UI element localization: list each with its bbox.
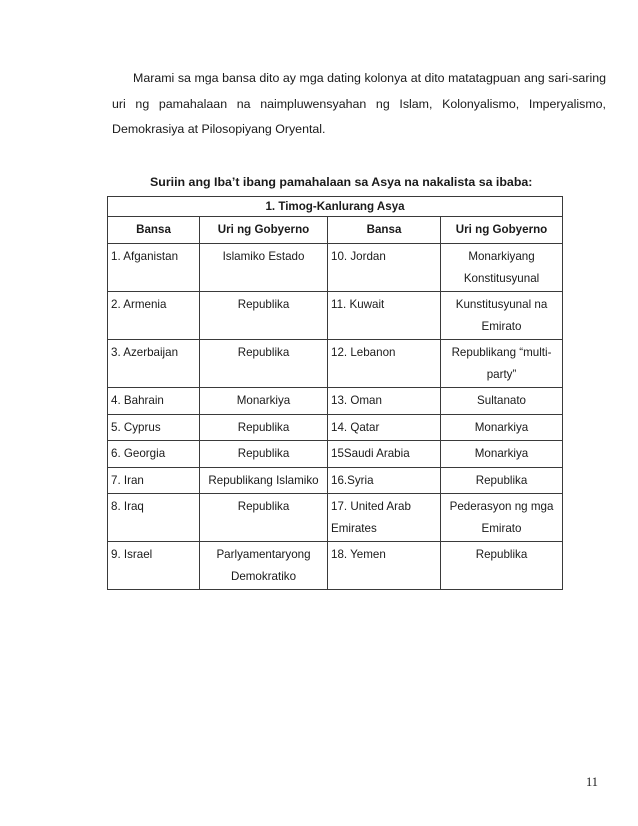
government-cell: Republika [200, 292, 328, 340]
government-table [107, 196, 563, 590]
government-cell: Monarkiya [441, 441, 563, 468]
government-cell: Republikang Islamiko [200, 467, 328, 494]
table-row [108, 414, 563, 441]
intro-paragraph [112, 66, 606, 143]
header-gobyerno-2: Uri ng Gobyerno [441, 217, 563, 244]
government-cell: Republika [200, 414, 328, 441]
country-cell: 13. Oman [328, 388, 441, 415]
region-title: 1. Timog-Kanlurang Asya [108, 197, 563, 217]
header-bansa-2: Bansa [328, 217, 441, 244]
table-row [108, 388, 563, 415]
instruction-heading: Suriin ang Iba’t ibang pamahalaan sa Asya na nakalista sa ibaba: [150, 175, 533, 189]
government-cell: Monarkiya [200, 388, 328, 415]
country-cell: 9. Israel [108, 542, 200, 590]
country-cell: 6. Georgia [108, 441, 200, 468]
table-row [108, 292, 563, 340]
intro-paragraph-text: Marami sa mga bansa dito ay mga dating kolonya at dito matatagpuan ang sari-saring uri ng pamahalaan na naimpluwensyahan ng Islam, Kolonyalismo, Imperyalismo, Demokrasiya at Pilosopiyang Oryental. [112, 71, 606, 136]
country-cell: 1. Afganistan [108, 244, 200, 292]
country-cell: 14. Qatar [328, 414, 441, 441]
government-cell: Republika [441, 467, 563, 494]
table-row [108, 340, 563, 388]
country-cell: 15Saudi Arabia [328, 441, 441, 468]
page-number: 11 [586, 775, 598, 789]
government-cell: Monarkiya [441, 414, 563, 441]
government-cell: Pederasyon ng mga Emirato [441, 494, 563, 542]
country-cell: 3. Azerbaijan [108, 340, 200, 388]
country-cell: 12. Lebanon [328, 340, 441, 388]
country-cell: 17. United Arab Emirates [328, 494, 441, 542]
table-row [108, 494, 563, 542]
country-cell: 10. Jordan [328, 244, 441, 292]
government-cell: Republika [200, 441, 328, 468]
government-cell: Republika [441, 542, 563, 590]
country-cell: 7. Iran [108, 467, 200, 494]
table-row [108, 441, 563, 468]
government-cell: Republikang “multi-party” [441, 340, 563, 388]
country-cell: 11. Kuwait [328, 292, 441, 340]
country-cell: 8. Iraq [108, 494, 200, 542]
government-cell: Sultanato [441, 388, 563, 415]
government-cell: Monarkiyang Konstitusyunal [441, 244, 563, 292]
government-cell: Republika [200, 494, 328, 542]
country-cell: 2. Armenia [108, 292, 200, 340]
government-cell: Parlyamentaryong Demokratiko [200, 542, 328, 590]
table-row [108, 542, 563, 590]
country-cell: 16.Syria [328, 467, 441, 494]
government-cell: Islamiko Estado [200, 244, 328, 292]
header-bansa-1: Bansa [108, 217, 200, 244]
government-cell: Kunstitusyunal na Emirato [441, 292, 563, 340]
country-cell: 4. Bahrain [108, 388, 200, 415]
table-row [108, 467, 563, 494]
government-cell: Republika [200, 340, 328, 388]
header-gobyerno-1: Uri ng Gobyerno [200, 217, 328, 244]
country-cell: 5. Cyprus [108, 414, 200, 441]
table-row [108, 244, 563, 292]
country-cell: 18. Yemen [328, 542, 441, 590]
